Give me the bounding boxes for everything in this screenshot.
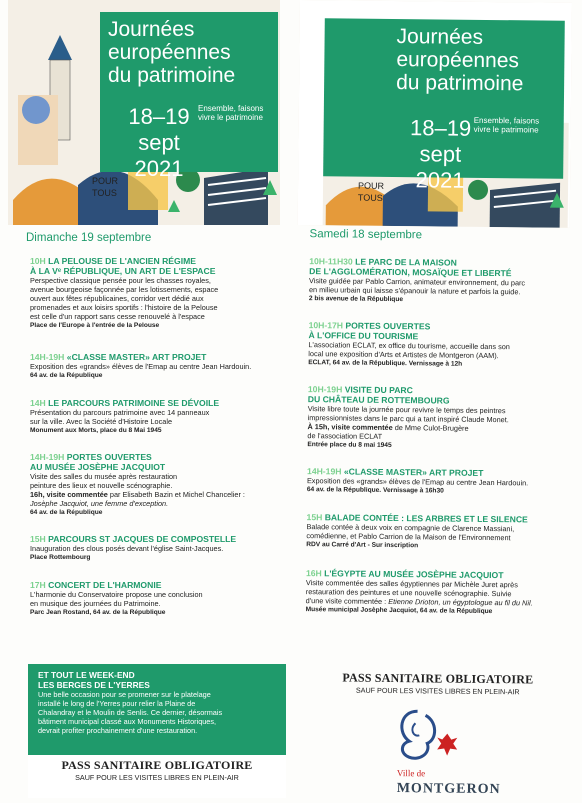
event-location: 2 bis avenue de la République [308,295,404,304]
event-item: 10H-11H30 LE PARC DE LA MAISON DE L'AGGLOMÉRATION, MOSAÏQUE ET LIBERTÉ Visite guidée par Pablo Carrion, animateur environnement, du parc en milieu urbain qui laisse s'épanouir la nature et parfois la guide. 2 bis avenue de la République [309,256,567,306]
event-location: 64 av. de la République [30,372,103,379]
art-text-line2: TOUS [92,188,117,198]
slogan: Ensemble, faisons vivre le patrimoine [473,115,540,135]
event-item: 16H L'ÉGYPTE AU MUSÉE JOSÈPHE JACQUIOT Visite commentée des salles égyptiennes par Michèle Juret après restauration des peintures et une nouvelle scénographie. Suivie d'une visite commentée : Etienne Drioton, un égyptologue au fil du Nil. Musée municipal Josèphe Jacquiot, 64 av. de la République [306,568,564,617]
day-heading: Dimanche 19 septembre [26,232,152,244]
event-location: Place de l'Europe à l'entrée de la Pelouse [30,322,160,329]
event-item: 14H-19H «CLASSE MASTER» ART PROJET Exposition des «grands» élèves de l'Emap au centre Jean Hardouin. 64 av. de la République. Vernissage à 16h30 [307,466,565,497]
event-location: Musée municipal Josèphe Jacquiot, 64 av. de la République [305,606,493,616]
day-heading: Samedi 18 septembre [309,228,423,242]
event-location: Entrée place du 8 mai 1945 [307,441,392,449]
event-location: RDV au Carré d'Art - Sur inscription [306,541,419,550]
event-item: 15H PARCOURS ST JACQUES DE COMPOSTELLE Inauguration des clous posés devant l'église Saint-Jacques. Place Rottembourg [30,534,286,562]
art-text-line1: POUR [92,176,119,186]
logo-text-line2: MONTGERON [396,781,501,798]
art-text-line1: POUR [358,180,385,191]
event-dates: 18–19 sept 2021 [409,115,472,193]
pass-notice: PASS SANITAIRE OBLIGATOIRE SAUF POUR LES VISITES LIBRES EN PLEIN-AIR [342,670,534,697]
city-logo [347,703,501,803]
event-location: 64 av. de la République. Vernissage à 16h30 [306,486,444,495]
event-title: Journées européennes du patrimoine [108,18,236,87]
event-item: 10H-17H PORTES OUVERTES À L'OFFICE DU TOURISME L'association ECLAT, ex office du tourisme, accueille dans son local une exposition d'Arts et Artistes de Montgeron (AAM). ECLAT, 64 av. de la République. Vernissage à 12h [308,320,566,370]
left-flyer [8,0,290,800]
event-item: 14H-19H PORTES OUVERTES AU MUSÉE JOSÈPHE JACQUIOT Visite des salles du musée après restauration peinture des lieux et nouvelle scénographie. 16h, visite commentée par Elisabeth Bazin et Michel Chancelier : Josèphe Jacquiot, une femme d'exception. 64 av. de la République [30,452,286,517]
weekend-box [28,664,286,796]
event-item: 10H LA PELOUSE DE L'ANCIEN RÉGIME À LA Vᵉ RÉPUBLIQUE, UN ART DE L'ESPACE Perspective classique pensée pour les chasses royales, avenue bourgeoise façonnée par les lotissements, espace ouvert aux fêtes républicaines, corridor vert dédié aux promenades et aux loisirs sportifs : l'histoire de la Pelouse est celle d'un rapport sans cesse renouvelé à l'espace Place de l'Europe à l'entrée de la Pelouse [30,256,286,330]
weekend-section: ET TOUT LE WEEK-END LES BERGES DE L'YERRES Une belle occasion pour se promener sur le platelage installé le long de l'Yerres pour relier la Plaine de Chalandray et le Moulin de Senlis. Ce dernier, désormais bâtiment municipal classé aux Monuments Historiques, devrait profiter prochainement d'une restauration. [28,664,286,755]
event-location: Place Rottembourg [30,554,91,561]
event-title: Journées européennes du patrimoine [396,25,524,96]
event-location: 64 av. de la République [30,509,103,516]
event-location: ECLAT, 64 av. de la République. Vernissage à 12h [308,359,463,368]
event-item: 10H-19H VISITE DU PARC DU CHÂTEAU DE ROTTEMBOURG Visite libre toute la journée pour revivre le temps des peintres impressionnistes dans le parc qui a tant inspiré Claude Monet. À 15h, visite commentée de Mme Culot-Brugère de l'association ECLAT Entrée place du 8 mai 1945 [307,384,566,452]
event-location: Parc Jean Rostand, 64 av. de la République [30,609,166,616]
event-item: 17H CONCERT DE L'HARMONIE L'harmonie du Conservatoire propose une conclusion en musique des journées du Patrimoine. Parc Jean Rostand, 64 av. de la République [30,580,286,617]
art-text-line2: TOUS [357,192,383,203]
logo-text-line1: Ville de [396,768,426,779]
slogan: Ensemble, faisons vivre le patrimoine [198,104,264,122]
right-flyer [292,0,582,803]
pass-notice: PASS SANITAIRE OBLIGATOIRE SAUF POUR LES VISITES LIBRES EN PLEIN-AIR [28,755,286,798]
event-item: 14H LE PARCOURS PATRIMOINE SE DÉVOILE Présentation du parcours patrimoine avec 14 panneaux sur la ville. Avec la Société d'Histoire Locale Monument aux Morts, place du 8 Mai 1945 [30,398,286,435]
event-item: 14H-19H «CLASSE MASTER» ART PROJET Exposition des «grands» élèves de l'Emap au centre Jean Hardouin. 64 av. de la République [30,352,286,380]
event-location: Monument aux Morts, place du 8 Mai 1945 [30,427,162,434]
squirrel-leaf-icon [347,703,498,769]
event-dates: 18–19 sept 2021 [128,104,190,181]
title-block [100,12,278,181]
event-item: 15H BALADE CONTÉE : LES ARBRES ET LE SILENCE Balade contée à deux voix en compagnie de Clarence Massiani, comédienne, et Pablo Carrion de la Maison de l'Environnement RDV au Carré d'Art - Sur inscription [306,512,564,552]
